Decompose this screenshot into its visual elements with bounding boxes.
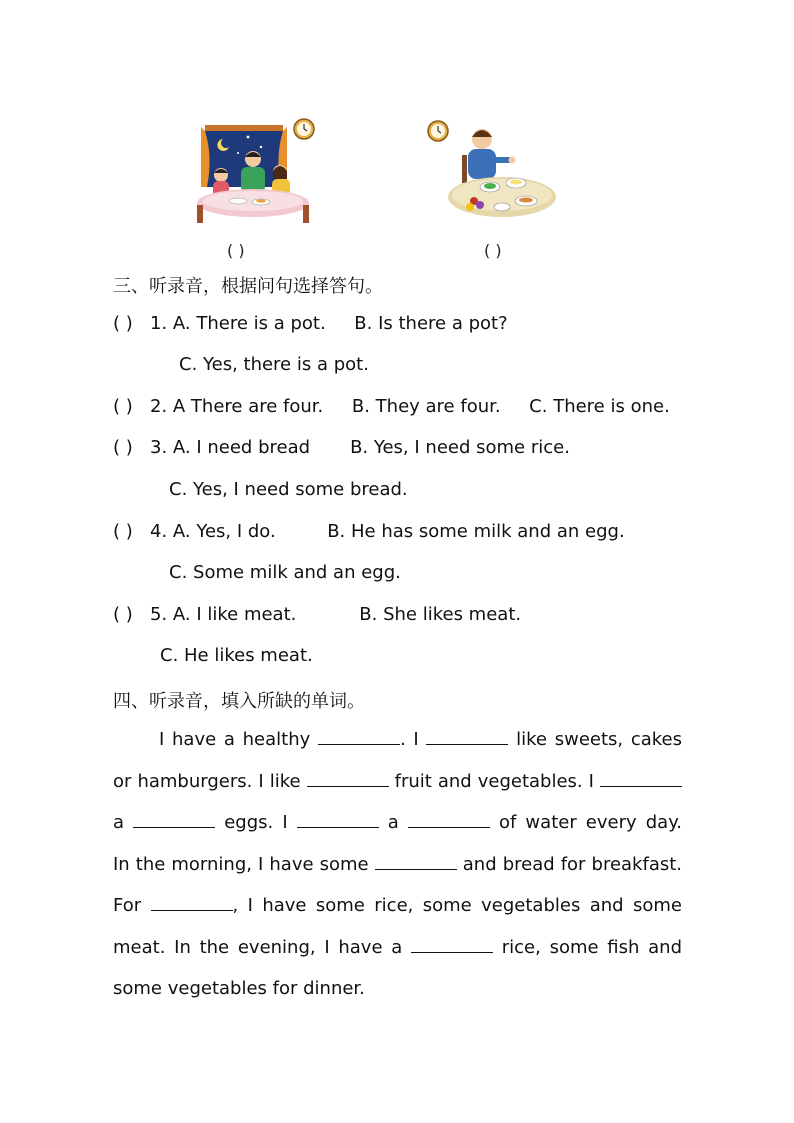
answer-blank-9[interactable] <box>151 894 233 911</box>
answer-blank-2[interactable] <box>426 728 508 745</box>
cloze-text: a <box>113 812 134 833</box>
q4-options: 4. A. Yes, I do. B. He has some milk and an egg. <box>150 521 625 542</box>
cloze-line <box>113 927 682 969</box>
section-3-heading: 三、听录音，根据问句选择答句。 <box>113 276 383 297</box>
cloze-text: like sweets, cakes <box>508 729 682 750</box>
q3-option-c: C. Yes, I need some bread. <box>169 479 408 500</box>
cloze-text: For <box>113 895 151 916</box>
q3-paren[interactable]: ( ) <box>113 437 133 458</box>
q5-paren[interactable]: ( ) <box>113 604 133 625</box>
cloze-text: a <box>378 812 408 833</box>
cloze-line <box>113 719 682 761</box>
cloze-text: and bread for breakfast. <box>456 853 683 875</box>
section-4-heading: 四、听录音，填入所缺的单词。 <box>113 691 365 712</box>
q4-paren[interactable]: ( ) <box>113 521 133 542</box>
answer-blank-5[interactable] <box>133 811 215 828</box>
cloze-text: or hamburgers. I like <box>113 770 307 792</box>
answer-blank-10[interactable] <box>411 936 493 953</box>
cloze-text: eggs. I <box>215 812 297 833</box>
picture-1-answer-paren[interactable]: ( ) <box>227 241 245 260</box>
cloze-line <box>113 885 682 927</box>
answer-blank-8[interactable] <box>375 853 457 870</box>
q1-options: 1. A. There is a pot. B. Is there a pot? <box>150 313 508 334</box>
cloze-line <box>113 761 682 803</box>
family-dinner-picture <box>193 117 317 227</box>
cloze-text: of water every day. <box>489 812 683 833</box>
cloze-text: I have a healthy <box>159 729 318 750</box>
q2-paren[interactable]: ( ) <box>113 396 133 417</box>
boy-eating-picture <box>426 117 556 223</box>
cloze-paragraph <box>113 719 682 1010</box>
cloze-text: rice, some fish and <box>493 936 683 958</box>
cloze-text: , I have some rice, some vegetables and some <box>232 895 682 916</box>
q5-option-c: C. He likes meat. <box>160 645 313 666</box>
answer-blank-4[interactable] <box>600 770 682 787</box>
answer-blank-6[interactable] <box>297 811 379 828</box>
answer-blank-1[interactable] <box>318 728 400 745</box>
cloze-text: fruit and vegetables. I <box>388 770 600 792</box>
q1-option-c: C. Yes, there is a pot. <box>179 354 369 375</box>
q5-options: 5. A. I like meat. B. She likes meat. <box>150 604 522 625</box>
family-dinner-illustration <box>193 117 317 227</box>
q1-paren[interactable]: ( ) <box>113 313 133 334</box>
cloze-text: some vegetables for dinner. <box>113 978 365 999</box>
q2-options: 2. A There are four. B. They are four. C. There is one. <box>150 396 670 417</box>
cloze-text: In the morning, I have some <box>113 853 375 875</box>
picture-2-answer-paren[interactable]: ( ) <box>484 241 502 260</box>
cloze-line <box>113 968 682 1010</box>
cloze-line <box>113 802 682 844</box>
q3-options: 3. A. I need bread B. Yes, I need some rice. <box>150 437 570 458</box>
cloze-text: meat. In the evening, I have a <box>113 936 412 958</box>
boy-eating-illustration <box>426 117 556 223</box>
q4-option-c: C. Some milk and an egg. <box>169 562 401 583</box>
cloze-text: . I <box>399 729 427 750</box>
answer-blank-3[interactable] <box>307 770 389 787</box>
cloze-line <box>113 844 682 886</box>
answer-blank-7[interactable] <box>408 811 490 828</box>
